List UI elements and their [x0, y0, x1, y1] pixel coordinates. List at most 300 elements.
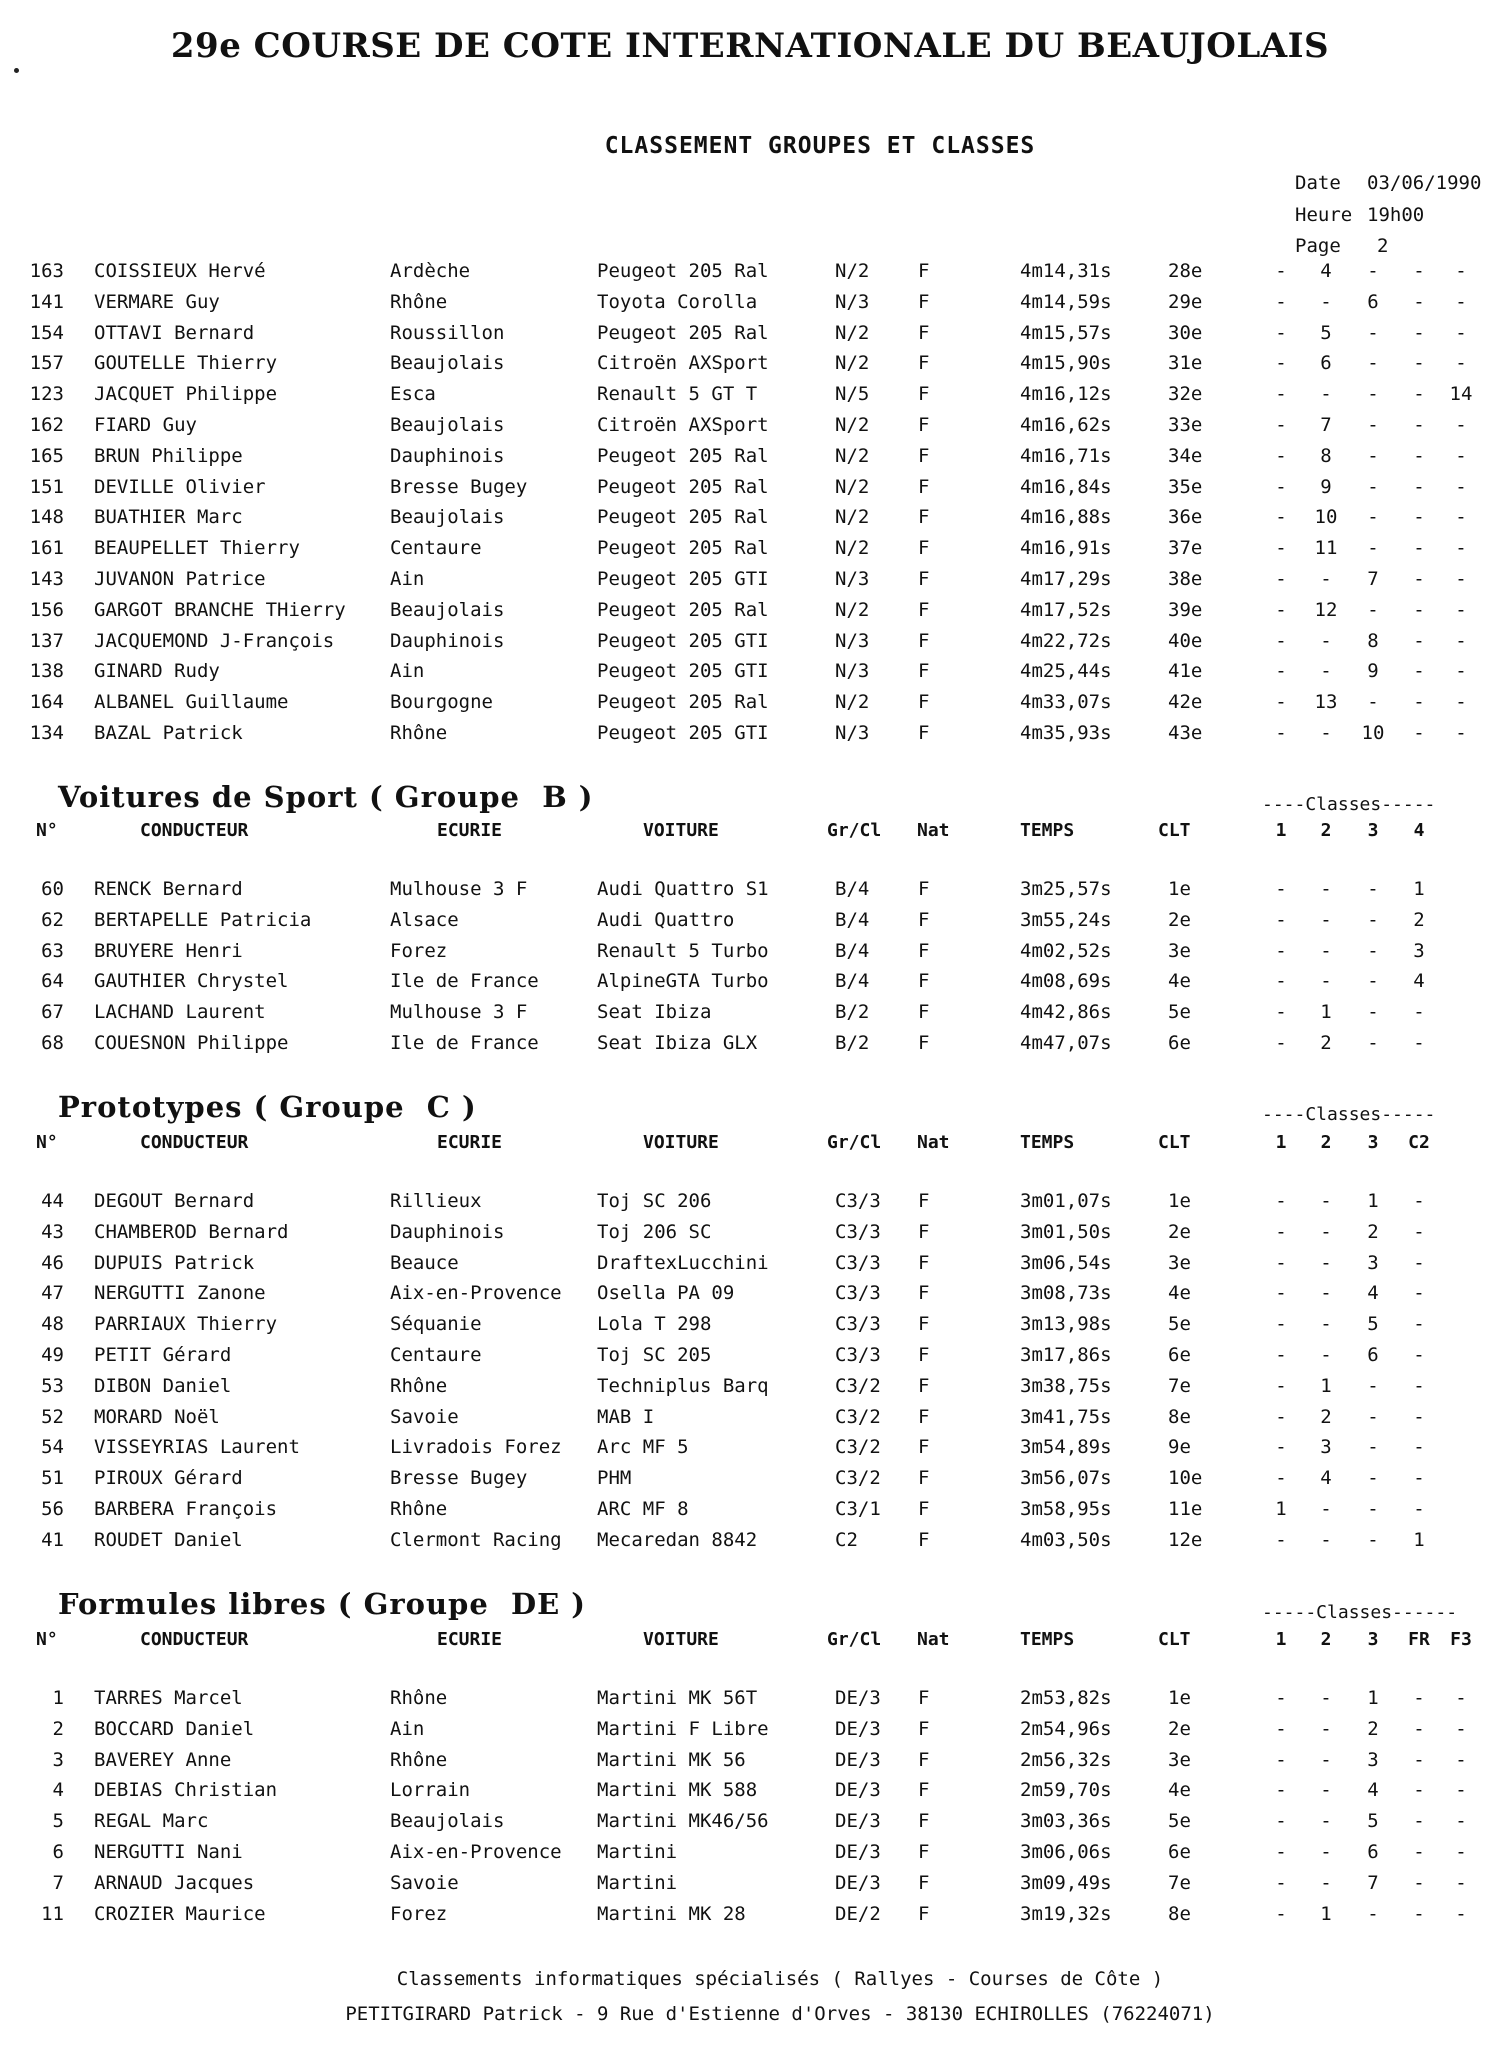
- driver-name: DEVILLE Olivier: [94, 475, 266, 498]
- class-rank: -: [1320, 1810, 1332, 1833]
- run-time: 3m55,24s: [1020, 908, 1112, 931]
- time-value: 19h00: [1367, 204, 1425, 226]
- entry-number: 148: [29, 506, 64, 529]
- nationality: F: [918, 1190, 930, 1212]
- group-class: DE/3: [835, 1717, 881, 1740]
- entry-number: 154: [29, 321, 64, 344]
- nationality: F: [918, 1810, 930, 1833]
- team-name: Bourgogne: [390, 691, 493, 714]
- driver-name: NERGUTTI Nani: [94, 1841, 243, 1863]
- class-rank: -: [1320, 1779, 1332, 1802]
- class-rank: -: [1413, 1871, 1425, 1894]
- class-rank: -: [1275, 506, 1287, 529]
- page-line: [1295, 235, 1388, 257]
- overall-rank: 4e: [1168, 1282, 1191, 1305]
- team-name: Beaujolais: [390, 1810, 505, 1833]
- col-nat: Nat: [917, 1629, 950, 1650]
- driver-name: JUVANON Patrice: [94, 568, 266, 590]
- group-class: B/2: [835, 1032, 870, 1054]
- car-model: DraftexLucchini: [597, 1251, 769, 1274]
- class-rank: -: [1413, 537, 1425, 560]
- table-row: [0, 1252, 1500, 1282]
- table-row: [0, 691, 1500, 721]
- overall-rank: 37e: [1168, 537, 1203, 560]
- entry-number: 141: [29, 290, 64, 313]
- class-rank: 3: [1413, 939, 1425, 962]
- class-rank: -: [1413, 1748, 1425, 1771]
- class-rank: 3: [1320, 1436, 1332, 1459]
- car-model: Martini MK46/56: [597, 1810, 769, 1833]
- class-rank: -: [1275, 321, 1287, 344]
- overall-rank: 41e: [1168, 660, 1203, 683]
- col-nat: Nat: [917, 1132, 950, 1153]
- class-rank: 7: [1367, 1871, 1379, 1894]
- group-class: N/2: [835, 475, 870, 498]
- run-time: 4m16,88s: [1020, 506, 1112, 529]
- class-rank: -: [1455, 660, 1467, 683]
- table-row: [0, 291, 1500, 321]
- nationality: F: [918, 908, 930, 931]
- table-row: [0, 537, 1500, 567]
- class-rank: -: [1455, 1810, 1467, 1833]
- nationality: F: [918, 475, 930, 498]
- run-time: 4m03,50s: [1020, 1528, 1112, 1551]
- class-rank: -: [1367, 444, 1379, 467]
- nationality: F: [918, 1498, 930, 1520]
- run-time: 4m14,31s: [1020, 260, 1112, 282]
- class-rank: -: [1413, 1779, 1425, 1802]
- overall-rank: 2e: [1168, 1717, 1191, 1740]
- driver-name: GAUTHIER Chrystel: [94, 970, 289, 993]
- team-name: Dauphinois: [390, 444, 505, 467]
- class-rank: -: [1367, 352, 1379, 375]
- driver-name: VISSEYRIAS Laurent: [94, 1436, 300, 1459]
- group-class: N/3: [835, 722, 870, 744]
- group-class: DE/3: [835, 1779, 881, 1802]
- run-time: 4m22,72s: [1020, 629, 1112, 652]
- nationality: F: [918, 691, 930, 714]
- page-label: Page: [1295, 235, 1341, 257]
- driver-name: JACQUET Philippe: [94, 383, 278, 406]
- team-name: Ain: [390, 1717, 425, 1740]
- nationality: F: [918, 1282, 930, 1305]
- table-row: [0, 909, 1500, 939]
- car-model: Seat Ibiza GLX: [597, 1032, 758, 1054]
- classes-label-group-b: ----Classes-----: [1262, 794, 1436, 815]
- col-car: VOITURE: [643, 820, 719, 841]
- overall-rank: 9e: [1168, 1436, 1191, 1459]
- col-nat: Nat: [917, 820, 950, 841]
- class-col: FR: [1408, 1629, 1430, 1650]
- car-model: Lola T 298: [597, 1313, 712, 1336]
- car-model: Citroën AXSport: [597, 352, 769, 375]
- table-row: [0, 506, 1500, 536]
- car-model: AlpineGTA Turbo: [597, 970, 769, 993]
- date-value: 03/06/1990: [1367, 172, 1482, 194]
- overall-rank: 5e: [1168, 1810, 1191, 1833]
- driver-name: PETIT Gérard: [94, 1344, 232, 1366]
- table-row: [0, 1313, 1500, 1343]
- nationality: F: [918, 598, 930, 621]
- table-row: [0, 260, 1500, 290]
- group-class: B/2: [835, 1001, 870, 1024]
- entry-number: 48: [41, 1313, 64, 1336]
- class-rank: -: [1275, 1779, 1287, 1802]
- class-rank: -: [1413, 1282, 1425, 1305]
- nationality: F: [918, 1779, 930, 1802]
- table-row: [0, 1190, 1500, 1220]
- car-model: Peugeot 205 GTI: [597, 568, 769, 590]
- col-no: N°: [36, 1629, 58, 1650]
- car-model: Martini: [597, 1871, 678, 1894]
- run-time: 4m17,29s: [1020, 568, 1112, 590]
- entry-number: 62: [41, 908, 64, 931]
- team-name: Rhône: [390, 1374, 448, 1397]
- class-rank: -: [1275, 1717, 1287, 1740]
- car-model: Toj 206 SC: [597, 1220, 712, 1243]
- car-model: MAB I: [597, 1405, 655, 1428]
- driver-name: JACQUEMOND J-François: [94, 629, 335, 652]
- col-car: VOITURE: [643, 1132, 719, 1153]
- team-name: Bresse Bugey: [390, 1467, 528, 1490]
- team-name: Roussillon: [390, 321, 505, 344]
- car-model: Martini MK 56: [597, 1748, 746, 1771]
- team-name: Ardèche: [390, 260, 471, 282]
- run-time: 4m35,93s: [1020, 722, 1112, 744]
- nationality: F: [918, 444, 930, 467]
- driver-name: DUPUIS Patrick: [94, 1251, 255, 1274]
- class-rank: -: [1413, 1436, 1425, 1459]
- driver-name: LACHAND Laurent: [94, 1001, 266, 1024]
- class-rank: -: [1455, 1687, 1467, 1709]
- class-rank: -: [1320, 1313, 1332, 1336]
- table-row: [0, 383, 1500, 413]
- class-rank: 2: [1320, 1032, 1332, 1054]
- class-rank: -: [1413, 1405, 1425, 1428]
- driver-name: BAZAL Patrick: [94, 722, 243, 744]
- entry-number: 3: [52, 1748, 64, 1771]
- col-rank: CLT: [1158, 820, 1191, 841]
- class-rank: -: [1413, 260, 1425, 282]
- group-class: C2: [835, 1528, 858, 1551]
- driver-name: GINARD Rudy: [94, 660, 220, 683]
- team-name: Ain: [390, 568, 425, 590]
- class-col: 1: [1275, 1629, 1287, 1650]
- team-name: Beaujolais: [390, 352, 505, 375]
- class-rank: -: [1320, 1344, 1332, 1366]
- class-rank: 4: [1367, 1282, 1379, 1305]
- table-row: [0, 722, 1500, 752]
- nationality: F: [918, 1687, 930, 1709]
- class-rank: -: [1275, 1841, 1287, 1863]
- class-rank: -: [1320, 1220, 1332, 1243]
- col-driver: CONDUCTEUR: [140, 820, 249, 841]
- class-rank: -: [1320, 568, 1332, 590]
- table-row: [0, 476, 1500, 506]
- col-no: N°: [36, 820, 58, 841]
- car-model: Martini: [597, 1841, 678, 1863]
- class-rank: 5: [1367, 1810, 1379, 1833]
- driver-name: VERMARE Guy: [94, 290, 220, 313]
- class-rank: -: [1275, 1687, 1287, 1709]
- run-time: 4m02,52s: [1020, 939, 1112, 962]
- table-row: [0, 1467, 1500, 1497]
- car-model: Toj SC 205: [597, 1344, 712, 1366]
- car-model: Citroën AXSport: [597, 414, 769, 436]
- group-class: N/2: [835, 691, 870, 714]
- entry-number: 52: [41, 1405, 64, 1428]
- class-rank: -: [1455, 290, 1467, 313]
- class-rank: -: [1413, 1498, 1425, 1520]
- class-rank: -: [1413, 1374, 1425, 1397]
- class-rank: -: [1320, 1687, 1332, 1709]
- class-rank: -: [1367, 1032, 1379, 1054]
- team-name: Ile de France: [390, 970, 539, 993]
- group-class: C3/2: [835, 1467, 881, 1490]
- class-rank: -: [1413, 1001, 1425, 1024]
- nationality: F: [918, 1374, 930, 1397]
- class-rank: -: [1320, 722, 1332, 744]
- overall-rank: 1e: [1168, 1687, 1191, 1709]
- class-rank: -: [1275, 908, 1287, 931]
- class-rank: 13: [1314, 691, 1338, 714]
- class-rank: 1: [1413, 878, 1425, 900]
- team-name: Esca: [390, 383, 436, 406]
- run-time: 2m59,70s: [1020, 1779, 1112, 1802]
- class-rank: -: [1455, 1841, 1467, 1863]
- overall-rank: 5e: [1168, 1313, 1191, 1336]
- table-row: [0, 1810, 1500, 1840]
- run-time: 3m38,75s: [1020, 1374, 1112, 1397]
- section-title-group-de: Formules libres ( Groupe DE ): [58, 1587, 587, 1621]
- class-rank: -: [1413, 1032, 1425, 1054]
- class-rank: -: [1413, 1841, 1425, 1863]
- group-class: C3/2: [835, 1374, 881, 1397]
- class-rank: -: [1413, 1467, 1425, 1490]
- overall-rank: 32e: [1168, 383, 1203, 406]
- driver-name: DEGOUT Bernard: [94, 1190, 255, 1212]
- column-header-group-c: [0, 1132, 1500, 1158]
- team-name: Mulhouse 3 F: [390, 1001, 528, 1024]
- class-rank: 7: [1367, 568, 1379, 590]
- entry-number: 5: [52, 1810, 64, 1833]
- group-class: B/4: [835, 878, 870, 900]
- overall-rank: 33e: [1168, 414, 1203, 436]
- class-rank: -: [1367, 1436, 1379, 1459]
- driver-name: BRUN Philippe: [94, 444, 243, 467]
- class-rank: -: [1367, 1528, 1379, 1551]
- team-name: Mulhouse 3 F: [390, 878, 528, 900]
- nationality: F: [918, 568, 930, 590]
- team-name: Bresse Bugey: [390, 475, 528, 498]
- overall-rank: 10e: [1168, 1467, 1203, 1490]
- entry-number: 138: [29, 660, 64, 683]
- class-rank: -: [1367, 321, 1379, 344]
- driver-name: BARBERA François: [94, 1498, 278, 1520]
- class-rank: -: [1275, 1748, 1287, 1771]
- footer-line-2: PETITGIRARD Patrick - 9 Rue d'Estienne d'Orves - 38130 ECHIROLLES (76224071): [345, 2003, 1215, 2025]
- driver-name: PIROUX Gérard: [94, 1467, 243, 1490]
- class-rank: -: [1413, 598, 1425, 621]
- class-rank: 5: [1320, 321, 1332, 344]
- class-rank: 3: [1367, 1748, 1379, 1771]
- team-name: Aix-en-Provence: [390, 1841, 562, 1863]
- class-rank: -: [1455, 568, 1467, 590]
- entry-number: 68: [41, 1032, 64, 1054]
- run-time: 4m25,44s: [1020, 660, 1112, 683]
- class-rank: -: [1455, 260, 1467, 282]
- overall-rank: 43e: [1168, 722, 1203, 744]
- class-rank: 2: [1320, 1405, 1332, 1428]
- group-class: DE/2: [835, 1902, 881, 1925]
- class-rank: -: [1275, 1405, 1287, 1428]
- car-model: Toj SC 206: [597, 1190, 712, 1212]
- group-class: N/2: [835, 414, 870, 436]
- class-rank: 1: [1275, 1498, 1287, 1520]
- team-name: Beauce: [390, 1251, 459, 1274]
- group-class: DE/3: [835, 1841, 881, 1863]
- run-time: 3m19,32s: [1020, 1902, 1112, 1925]
- car-model: Martini MK 56T: [597, 1687, 758, 1709]
- overall-rank: 34e: [1168, 444, 1203, 467]
- overall-rank: 1e: [1168, 1190, 1191, 1212]
- driver-name: MORARD Noël: [94, 1405, 220, 1428]
- class-rank: -: [1413, 1902, 1425, 1925]
- nationality: F: [918, 878, 930, 900]
- entry-number: 164: [29, 691, 64, 714]
- nationality: F: [918, 383, 930, 406]
- class-rank: -: [1320, 1748, 1332, 1771]
- class-rank: -: [1320, 908, 1332, 931]
- class-rank: -: [1275, 660, 1287, 683]
- group-class: N/2: [835, 598, 870, 621]
- time-label: Heure: [1295, 204, 1353, 226]
- table-row: [0, 568, 1500, 598]
- car-model: Peugeot 205 Ral: [597, 321, 769, 344]
- class-col: 3: [1367, 1629, 1379, 1650]
- driver-name: REGAL Marc: [94, 1810, 209, 1833]
- class-rank: -: [1320, 383, 1332, 406]
- class-rank: 4: [1320, 260, 1332, 282]
- team-name: Savoie: [390, 1405, 459, 1428]
- class-rank: 10: [1314, 506, 1338, 529]
- nationality: F: [918, 1032, 930, 1054]
- class-rank: 11: [1314, 537, 1338, 560]
- team-name: Dauphinois: [390, 1220, 505, 1243]
- run-time: 4m15,57s: [1020, 321, 1112, 344]
- table-row: [0, 322, 1500, 352]
- team-name: Rhône: [390, 1748, 448, 1771]
- table-row: [0, 970, 1500, 1000]
- page-title: 29e COURSE DE COTE INTERNATIONALE DU BEAUJOLAIS: [170, 26, 1330, 66]
- class-rank: -: [1413, 1220, 1425, 1243]
- car-model: Arc MF 5: [597, 1436, 689, 1459]
- entry-number: 123: [29, 383, 64, 406]
- driver-name: CROZIER Maurice: [94, 1902, 266, 1925]
- car-model: Martini MK 588: [597, 1779, 758, 1802]
- class-rank: -: [1367, 1902, 1379, 1925]
- date-label: Date: [1295, 172, 1341, 194]
- class-rank: -: [1455, 321, 1467, 344]
- table-row: [0, 1001, 1500, 1031]
- class-rank: -: [1320, 1251, 1332, 1274]
- group-class: N/3: [835, 568, 870, 590]
- team-name: Savoie: [390, 1871, 459, 1894]
- run-time: 4m16,12s: [1020, 383, 1112, 406]
- team-name: Rhône: [390, 1687, 448, 1709]
- table-row: [0, 599, 1500, 629]
- car-model: Seat Ibiza: [597, 1001, 712, 1024]
- classes-label-group-de: -----Classes------: [1262, 1602, 1458, 1623]
- class-rank: -: [1367, 691, 1379, 714]
- class-rank: -: [1275, 290, 1287, 313]
- class-rank: -: [1367, 414, 1379, 436]
- nationality: F: [918, 1528, 930, 1551]
- group-class: N/2: [835, 321, 870, 344]
- class-rank: -: [1413, 290, 1425, 313]
- overall-rank: 31e: [1168, 352, 1203, 375]
- driver-name: OTTAVI Bernard: [94, 321, 255, 344]
- overall-rank: 11e: [1168, 1498, 1203, 1520]
- run-time: 3m58,95s: [1020, 1498, 1112, 1520]
- car-model: Audi Quattro: [597, 908, 735, 931]
- car-model: PHM: [597, 1467, 632, 1490]
- class-rank: -: [1275, 629, 1287, 652]
- class-rank: -: [1275, 970, 1287, 993]
- class-rank: -: [1413, 629, 1425, 652]
- class-rank: 8: [1320, 444, 1332, 467]
- car-model: Peugeot 205 Ral: [597, 506, 769, 529]
- class-rank: 1: [1413, 1528, 1425, 1551]
- driver-name: BOCCARD Daniel: [94, 1717, 255, 1740]
- class-rank: -: [1455, 1748, 1467, 1771]
- driver-name: BAVEREY Anne: [94, 1748, 232, 1771]
- table-row: [0, 1221, 1500, 1251]
- group-class: N/3: [835, 660, 870, 683]
- entry-number: 165: [29, 444, 64, 467]
- class-rank: -: [1413, 568, 1425, 590]
- driver-name: ROUDET Daniel: [94, 1528, 243, 1551]
- group-class: C3/3: [835, 1313, 881, 1336]
- class-rank: -: [1275, 939, 1287, 962]
- class-rank: -: [1455, 1871, 1467, 1894]
- driver-name: BUATHIER Marc: [94, 506, 243, 529]
- nationality: F: [918, 537, 930, 560]
- nationality: F: [918, 1902, 930, 1925]
- class-rank: -: [1367, 1405, 1379, 1428]
- overall-rank: 35e: [1168, 475, 1203, 498]
- class-rank: -: [1413, 1810, 1425, 1833]
- entry-number: 151: [29, 475, 64, 498]
- overall-rank: 8e: [1168, 1405, 1191, 1428]
- nationality: F: [918, 629, 930, 652]
- car-model: Audi Quattro S1: [597, 878, 769, 900]
- class-rank: -: [1455, 475, 1467, 498]
- driver-name: BRUYERE Henri: [94, 939, 243, 962]
- class-rank: -: [1455, 1779, 1467, 1802]
- run-time: 3m01,50s: [1020, 1220, 1112, 1243]
- run-time: 4m42,86s: [1020, 1001, 1112, 1024]
- entry-number: 47: [41, 1282, 64, 1305]
- table-row: [0, 1687, 1500, 1717]
- class-rank: 1: [1320, 1902, 1332, 1925]
- overall-rank: 1e: [1168, 878, 1191, 900]
- class-col: 4: [1413, 820, 1425, 841]
- class-rank: -: [1413, 1313, 1425, 1336]
- table-row: [0, 1841, 1500, 1871]
- class-rank: -: [1413, 444, 1425, 467]
- car-model: Peugeot 205 Ral: [597, 444, 769, 467]
